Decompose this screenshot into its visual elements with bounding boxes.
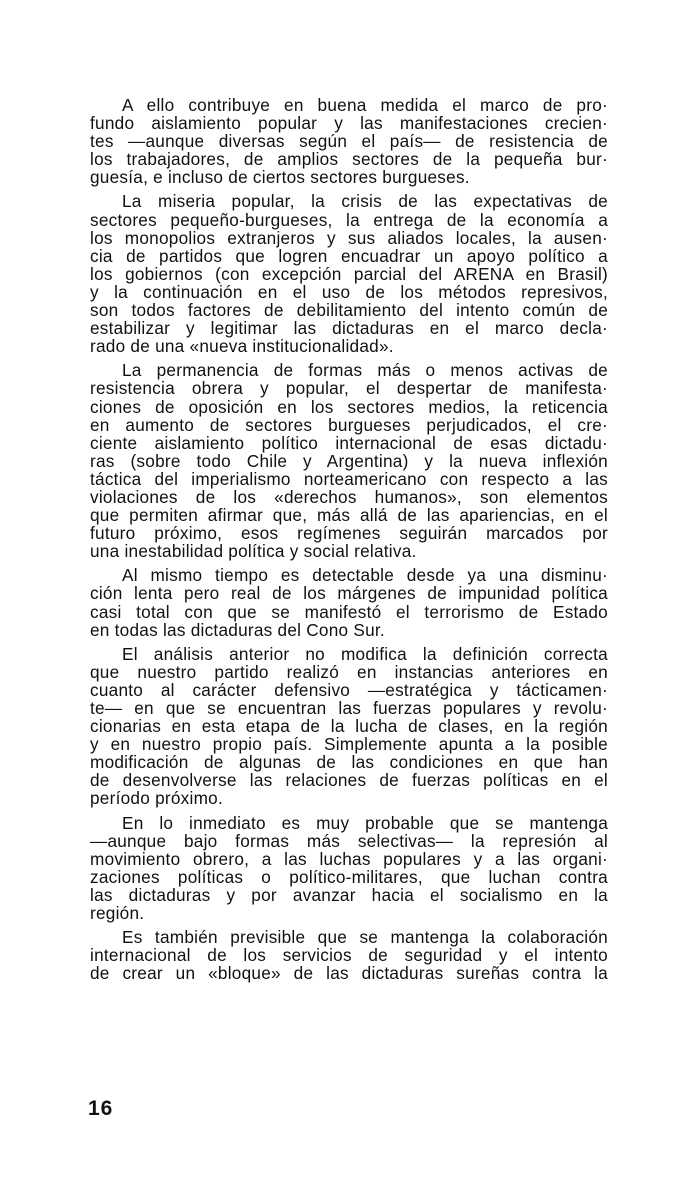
paragraph-4 xyxy=(90,566,608,638)
text-line: los trabajadores, de amplios sectores de la pequeña bur· xyxy=(90,149,608,170)
text-line: Al mismo tiempo es detectable desde ya una disminu· xyxy=(122,565,608,586)
paragraph-1 xyxy=(90,96,608,186)
text-line: sectores pequeño-burgueses, la entrega de la economía a xyxy=(90,209,608,230)
text-line: en todas las dictaduras del Cono Sur. xyxy=(90,619,385,640)
text-line: zaciones políticas o político-militares, que luchan contra xyxy=(90,866,608,887)
text-line: —aunque bajo formas más selectivas— la represión al xyxy=(90,830,608,851)
page-body xyxy=(90,96,608,988)
text-line: las dictaduras y por avanzar hacia el socialismo en la xyxy=(90,884,608,905)
page-number: 16 xyxy=(88,1097,114,1120)
text-line: ción lenta pero real de los márgenes de impunidad política xyxy=(90,583,608,604)
text-line: La permanencia de formas más o menos activas de xyxy=(122,360,608,381)
text-line: cia de partidos que logren encuadrar un apoyo político a xyxy=(90,245,608,266)
paragraph-5 xyxy=(90,645,608,808)
text-line: guesía, e incluso de ciertos sectores burgueses. xyxy=(90,167,470,188)
text-line: táctica del imperialismo norteamericano con respecto a las xyxy=(90,468,608,489)
text-line: La miseria popular, la crisis de las expectativas de xyxy=(122,191,608,212)
text-line: futuro próximo, esos regímenes seguirán marcados por xyxy=(90,523,608,544)
text-line: internacional de los servicios de seguridad y el intento xyxy=(90,945,608,966)
text-line: en aumento de sectores burgueses perjudicados, el cre· xyxy=(90,414,608,435)
text-line: los gobiernos (con excepción parcial del ARENA en Brasil) xyxy=(90,263,608,284)
text-line: ras (sobre todo Chile y Argentina) y la nueva inflexión xyxy=(90,450,608,471)
text-line: A ello contribuye en buena medida el marco de pro· xyxy=(122,95,608,115)
text-line: ciente aislamiento político internacional de esas dictadu· xyxy=(90,432,608,453)
text-line: Es también previsible que se mantenga la colaboración xyxy=(122,927,608,948)
text-line: una inestabilidad política y social relativa. xyxy=(90,541,417,562)
text-line: El análisis anterior no modifica la definición correcta xyxy=(122,643,608,664)
text-line: y la continuación en el uso de los métodos represivos, xyxy=(90,281,608,302)
text-line: movimiento obrero, a las luchas populares y a las organi· xyxy=(90,848,608,869)
text-line: rado de una «nueva institucionalidad». xyxy=(90,336,394,357)
text-line: período próximo. xyxy=(90,788,223,809)
text-line: de desenvolverse las relaciones de fuerzas políticas en el xyxy=(90,770,608,791)
text-line: ciones de oposición en los sectores medios, la reticencia xyxy=(90,396,608,417)
paragraph-2 xyxy=(90,192,608,355)
text-line: fundo aislamiento popular y las manifestaciones crecien· xyxy=(90,113,608,134)
text-line: modificación de algunas de las condiciones en que han xyxy=(90,752,608,773)
text-line: violaciones de los «derechos humanos», son elementos xyxy=(90,486,608,507)
text-line: casi total con que se manifestó el terrorismo de Estado xyxy=(90,601,608,622)
text-line: que permiten afirmar que, más allá de las apariencias, en el xyxy=(90,505,608,526)
text-line: En lo inmediato es muy probable que se mantenga xyxy=(122,812,608,833)
text-line: tes —aunque diversas según el país— de resistencia de xyxy=(90,131,608,152)
text-line: te— en que se encuentran las fuerzas populares y revolu· xyxy=(90,698,608,718)
text-line: cionarias en esta etapa de la lucha de clases, en la región xyxy=(90,716,608,737)
text-line: que nuestro partido realizó en instancias anteriores en xyxy=(90,661,608,682)
text-line: los monopolios extranjeros y sus aliados locales, la ausen· xyxy=(90,227,608,248)
paragraph-6 xyxy=(90,814,608,923)
text-line: son todos factores de debilitamiento del intento común de xyxy=(90,300,608,321)
text-line: estabilizar y legitimar las dictaduras en el marco decla· xyxy=(90,318,608,339)
paragraph-3 xyxy=(90,361,608,560)
text-line: región. xyxy=(90,903,145,924)
text-line: y en nuestro propio país. Simplemente apunta a la posible xyxy=(90,734,608,755)
paragraph-7 xyxy=(90,928,608,982)
text-line: cuanto al carácter defensivo —estratégica y tácticamen· xyxy=(90,679,608,700)
text-line: resistencia obrera y popular, el despertar de manifesta· xyxy=(90,378,608,399)
text-line: de crear un «bloque» de las dictaduras sureñas contra la xyxy=(90,963,608,984)
